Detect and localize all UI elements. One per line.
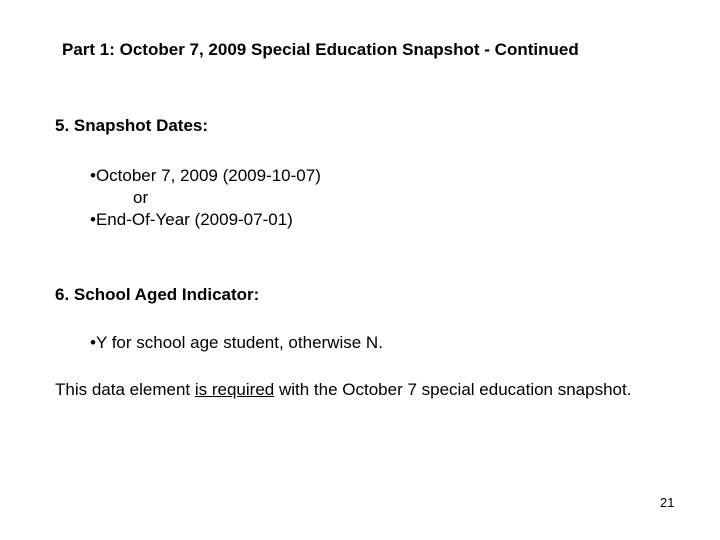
slide-title: Part 1: October 7, 2009 Special Education Snapshot - Continued — [62, 40, 579, 59]
bullet-marker: • — [90, 210, 96, 229]
section-6-bullet-1 — [90, 333, 383, 353]
section-5-bullet-1 — [90, 166, 321, 186]
bullet-text: October 7, 2009 (2009-10-07) — [95, 166, 321, 185]
section-5-bullet-2 — [90, 210, 293, 230]
bullet-marker: • — [90, 166, 96, 185]
section-5-heading: 5. Snapshot Dates: — [55, 116, 209, 135]
note-text-after: with the October 7 special education snapshot. — [274, 380, 632, 399]
requirement-note — [55, 379, 675, 401]
bullet-text: End-Of-Year (2009-07-01) — [95, 210, 293, 229]
bullet-marker: • — [90, 333, 96, 352]
section-6-heading: 6. School Aged Indicator: — [55, 285, 260, 304]
section-5-connector: or — [133, 188, 149, 207]
page-number: 21 — [660, 495, 675, 510]
note-text-before: This data element — [55, 380, 195, 399]
bullet-text: Y for school age student, otherwise N. — [95, 333, 383, 352]
note-underlined-text: is required — [194, 380, 275, 399]
